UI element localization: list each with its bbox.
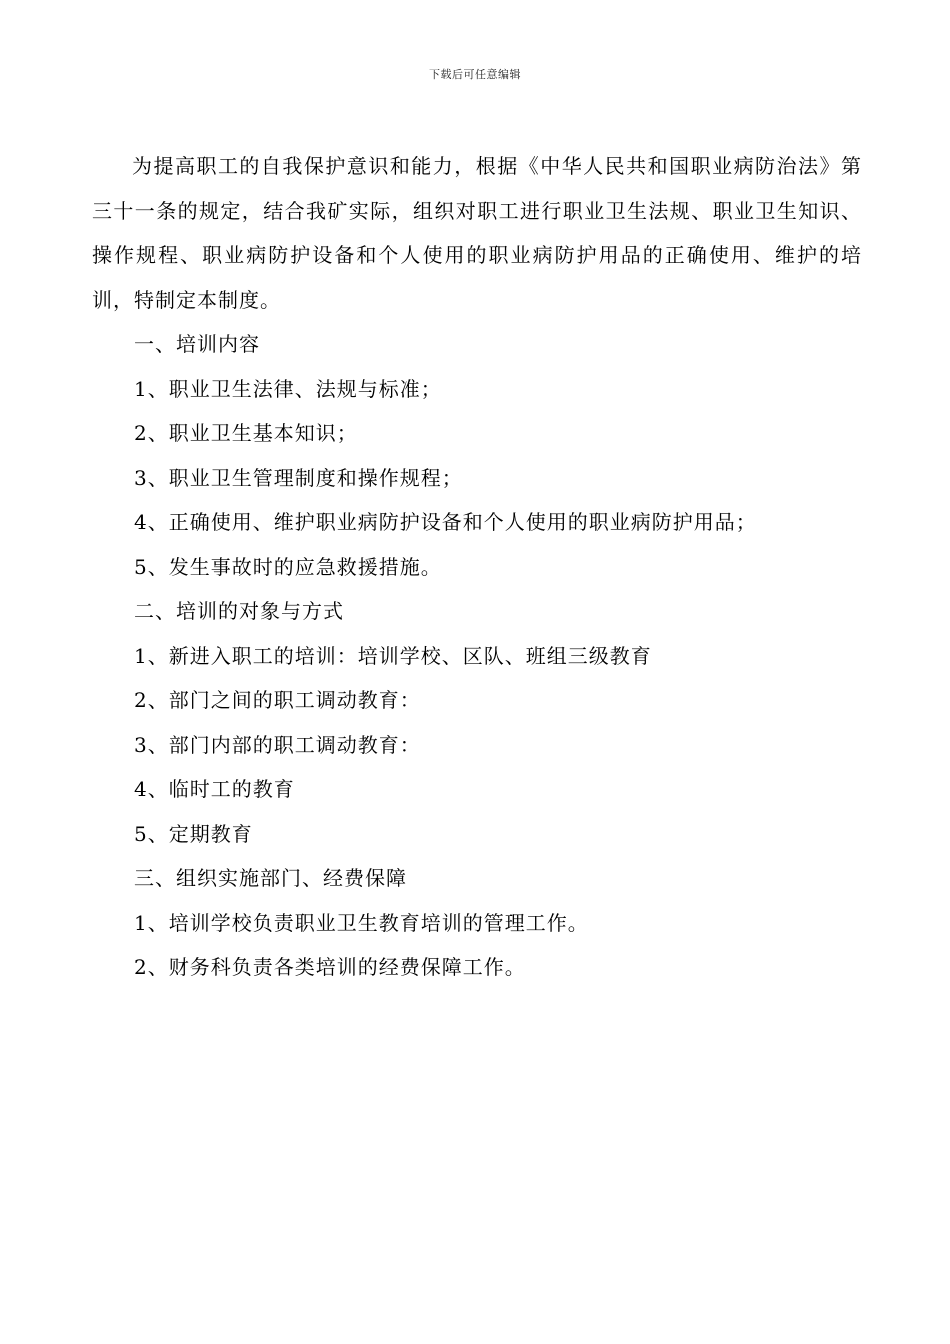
document-body — [92, 144, 862, 990]
list-item: 1、新进入职工的培训：培训学校、区队、班组三级教育 — [134, 643, 652, 668]
list-item: 4、临时工的教育 — [134, 777, 295, 801]
list-item: 2、职业卫生基本知识； — [134, 421, 358, 445]
list-item: 5、定期教育 — [134, 821, 253, 846]
section-heading-training-content: 一、培训内容 — [134, 332, 260, 356]
list-item: 3、职业卫生管理制度和操作规程； — [134, 465, 463, 490]
list-item: 1、培训学校负责职业卫生教育培训的管理工作。 — [134, 910, 589, 935]
list-item: 1、职业卫生法律、法规与标准； — [134, 376, 442, 401]
list-item: 4、正确使用、维护职业病防护设备和个人使用的职业病防护用品； — [134, 510, 757, 534]
list-item: 5、发生事故时的应急救援措施。 — [134, 554, 442, 579]
page-header: 下载后可任意编辑 — [429, 68, 521, 81]
list-item: 2、财务科负责各类培训的经费保障工作。 — [134, 955, 526, 979]
section-heading-implementation: 三、组织实施部门、经费保障 — [134, 866, 407, 890]
section-heading-training-targets: 二、培训的对象与方式 — [134, 599, 344, 623]
list-item: 2、部门之间的职工调动教育： — [134, 688, 421, 712]
list-item: 3、部门内部的职工调动教育： — [134, 732, 421, 757]
intro-paragraph: 为提高职工的自我保护意识和能力，根据《中华人民共和国职业病防治法》第三十一条的规定，结合我矿实际，组织对职工进行职业卫生法规、职业卫生知识、操作规程、职业病防护设备和个人使用的职业病防护用品的正确使用、维护的培训，特制定本制度。 — [92, 154, 862, 312]
